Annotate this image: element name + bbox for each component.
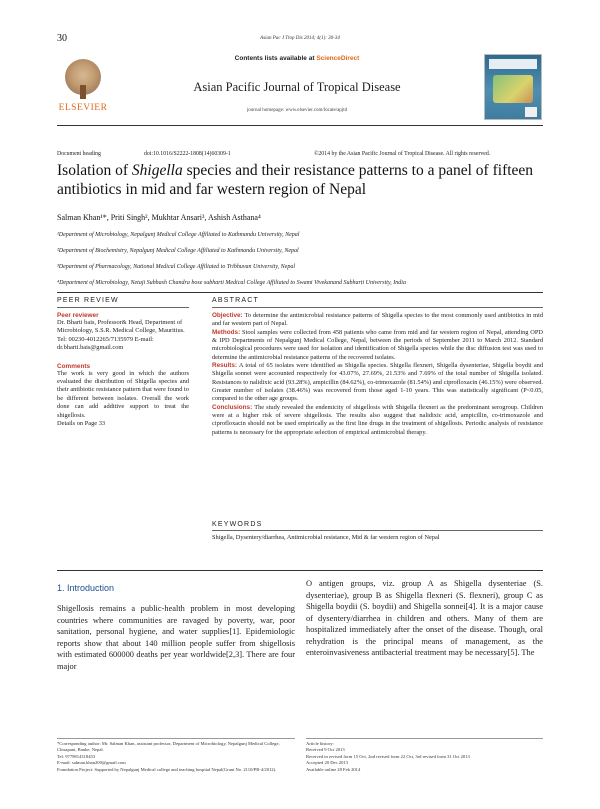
journal-homepage[interactable]: journal homepage: www.elsevier.com/locate/apjtd xyxy=(246,108,348,113)
publisher-logo-text: ELSEVIER xyxy=(58,103,108,113)
contents-line xyxy=(117,55,477,62)
intro-text-right: O antigen groups, viz. group A as Shigella dysenteriae (S. dysenteriae), group B as Shigella flexneri (S. flexneri), group C as Shigella boydii (S. boydii) and Shigella sonnei[4]. It is a major cause of dysentery/diarrhea in children and others. Many of them are hospitalized immediately after the onset of the disease. Though, oral rehydration is the principal means of management, as the enteroinvasiveness antibacterial treatment may be necessary[5]. The xyxy=(306,579,543,657)
footnote-line[interactable]: E-mail: salman.khan200@gmail.com xyxy=(57,760,126,766)
objective-label: Objective: xyxy=(212,312,243,319)
journal-title: Asian Pacific Journal of Tropical Disease xyxy=(193,80,401,94)
conclusions-text: The study revealed the endemicity of shigellosis with Shigella flexneri as the predominant serogroup. Children were at a higher risk of severe shigellosis. The results also suggest that nalidixic acid, ampicillin, co-trimoxazole and ciprofloxacin should not be used empirically as the first line drugs in the treatment of shigellosis. Periodic analysis of resistance patterns is necessary for the appropriate selection of empirical antimicrobial therapy. xyxy=(212,403,543,436)
article-history xyxy=(306,741,543,773)
article-title: Isolation of Shigella species and their resistance patterns to a panel of fifteen antibiotics in mid and far western region of Nepal xyxy=(57,162,534,198)
section-heading-introduction: 1. Introduction xyxy=(57,583,115,593)
affiliation-1: ¹Department of Microbiology, Nepalgunj Medical College Affiliated to Kathmandu University, Nepal xyxy=(57,232,300,238)
history-line: Received in revised form 15 Oct, 2nd revised form 22 Oct, 3rd revised form 31 Oct 2013 xyxy=(306,753,470,759)
comments-text: The work is very good in which the authors evaluated the distribution of Shigella species and their antibiotic resistance pattern that were found to be different between isolates. Overall the work done can add additive support to treat the shigellosis. xyxy=(57,369,189,419)
abstract-column xyxy=(212,297,543,437)
peer-reviewer-label: Peer reviewer xyxy=(57,312,99,319)
intro-text-left: Shigellosis remains a public-health problem in most developing countries where communities are ravaged by poverty, war, poor sanitation, personal hygiene, and water supplies[1]. Epidemiologic reports show that about 140 million people suffer from shigellosis with estimated 600000 deaths per year worldwide[2,3]. There are four major xyxy=(57,604,295,671)
sciencedirect-link[interactable]: ScienceDirect xyxy=(316,55,360,62)
footnote-rule-right xyxy=(306,738,543,739)
keywords-text: Shigella, Dysentery/diarrhea, Antimicrobial resistance, Mid & far western region of Nepal xyxy=(212,534,440,541)
document-heading: Document heading xyxy=(57,151,101,157)
history-line: Accepted 20 Dec 2013 xyxy=(306,760,348,766)
journal-header xyxy=(57,53,467,121)
contents-prefix: Contents lists available at xyxy=(234,55,317,62)
methods-text: Stool samples were collected from 458 patients who came from mid and far western region of Nepal, attending OPD & IPD Departments of Nepalgunj Medical College, Nepal, between the periods of September 2011 to March 2012. Standard microbiological procedures were used for isolation and identification of Shigella species while the disc diffusion test was used to determine the antimicrobial resistance patterns of the recovered isolates. xyxy=(212,328,543,361)
history-line: Article history: xyxy=(306,741,334,746)
doi[interactable]: doi:10.1016/S2222-1808(14)60309-1 xyxy=(144,151,231,157)
comments-label: Comments xyxy=(57,362,91,370)
footnote-line: Tel: 9779814318453 xyxy=(57,753,96,759)
journal-cover-image xyxy=(484,54,542,120)
footnote-line: Foundation Project: Supported by Nepalgunj Medical college and teaching hospital Nepal(Grant No. 2110/PR-4/2012). xyxy=(57,766,277,772)
abstract-heading: ABSTRACT xyxy=(212,297,259,304)
objective-text: To determine the antimicrobial resistance patterns of Shigella species to the most commonly used antibiotics in mid and far western part of Nepal. xyxy=(212,312,543,328)
peer-reviewer-text: Dr. Bharti bais, Professor& Head, Department of Microbiology, S.S.R. Medical College, Mauritius. Tel: 00230-4012265/7135979 E-mail: dr.bharti.bais@gmail.com xyxy=(57,319,185,352)
affiliation-divider xyxy=(57,292,543,293)
results-label: Results: xyxy=(212,362,238,370)
affiliation-4: ⁴Department of Microbiology, Netaji Subhash Chandra bose subharti Medical College Affiliated to Swami Vivekanand Subharti University, India xyxy=(57,280,406,286)
abstract-body xyxy=(212,312,543,437)
keywords-heading: KEYWORDS xyxy=(212,521,263,528)
details-link[interactable]: Details on Page 33 xyxy=(57,420,106,428)
footnote-line: *Corresponding author: Mr. Salman Khan, assistant professor, Department of Microbiology, Nepalgunj Medical College, Chisapani, Banke, Nepal. xyxy=(57,741,280,753)
methods-label: Methods: xyxy=(212,328,241,336)
affiliation-2: ²Department of Biochemistry, Nepalgunj Medical College Affiliated to Kathmandu University, Nepal xyxy=(57,248,299,254)
history-line: Received 9 Oct 2013 xyxy=(306,747,345,753)
peer-review-column xyxy=(57,297,189,428)
footnote-rule-left xyxy=(57,738,295,739)
page-number: 30 xyxy=(57,33,67,44)
author-list: Salman Khan¹*, Priti Singh², Mukhtar Ansari³, Ashish Asthana⁴ xyxy=(57,213,261,222)
history-line: Available online 28 Feb 2014 xyxy=(306,766,361,772)
conclusions-label: Conclusions: xyxy=(212,403,253,411)
elsevier-logo xyxy=(57,55,109,119)
keywords-rule xyxy=(212,530,543,531)
running-head: Asian Pac J Trop Dis 2014; 4(1): 30-34 xyxy=(260,36,340,41)
peer-review-heading: PEER REVIEW xyxy=(57,297,119,304)
header-divider xyxy=(57,125,543,126)
corresponding-author-footnote xyxy=(57,741,295,773)
abstract-divider xyxy=(57,570,543,571)
affiliation-3: ³Department of Pharmacology, National Medical College Affiliated to Tribhuvan University, Nepal xyxy=(57,264,295,270)
copyright: ©2014 by the Asian Pacific Journal of Tropical Disease. All rights reserved. xyxy=(314,151,491,157)
results-text: A total of 65 isolates were identified as Shigella species. Shigella flexneri, Shigella dysenteriae, Shigella boydii and Shigella sonnei were accounted respectively for 43.07%, 27.69%, 21.53% and 7.69% of the total number of Shigella isolated. Resistances to nalidixic acid (93.28%), ampicillin (84.62%), co-trimoxazole (81.54%) and ciprofloxacin (46.15%) were observed. Greater number of isolates (38.46%) was recovered from those aged 1-10 years. This was statistically significant (P<0.05, compared to the other age groups. xyxy=(212,362,543,403)
